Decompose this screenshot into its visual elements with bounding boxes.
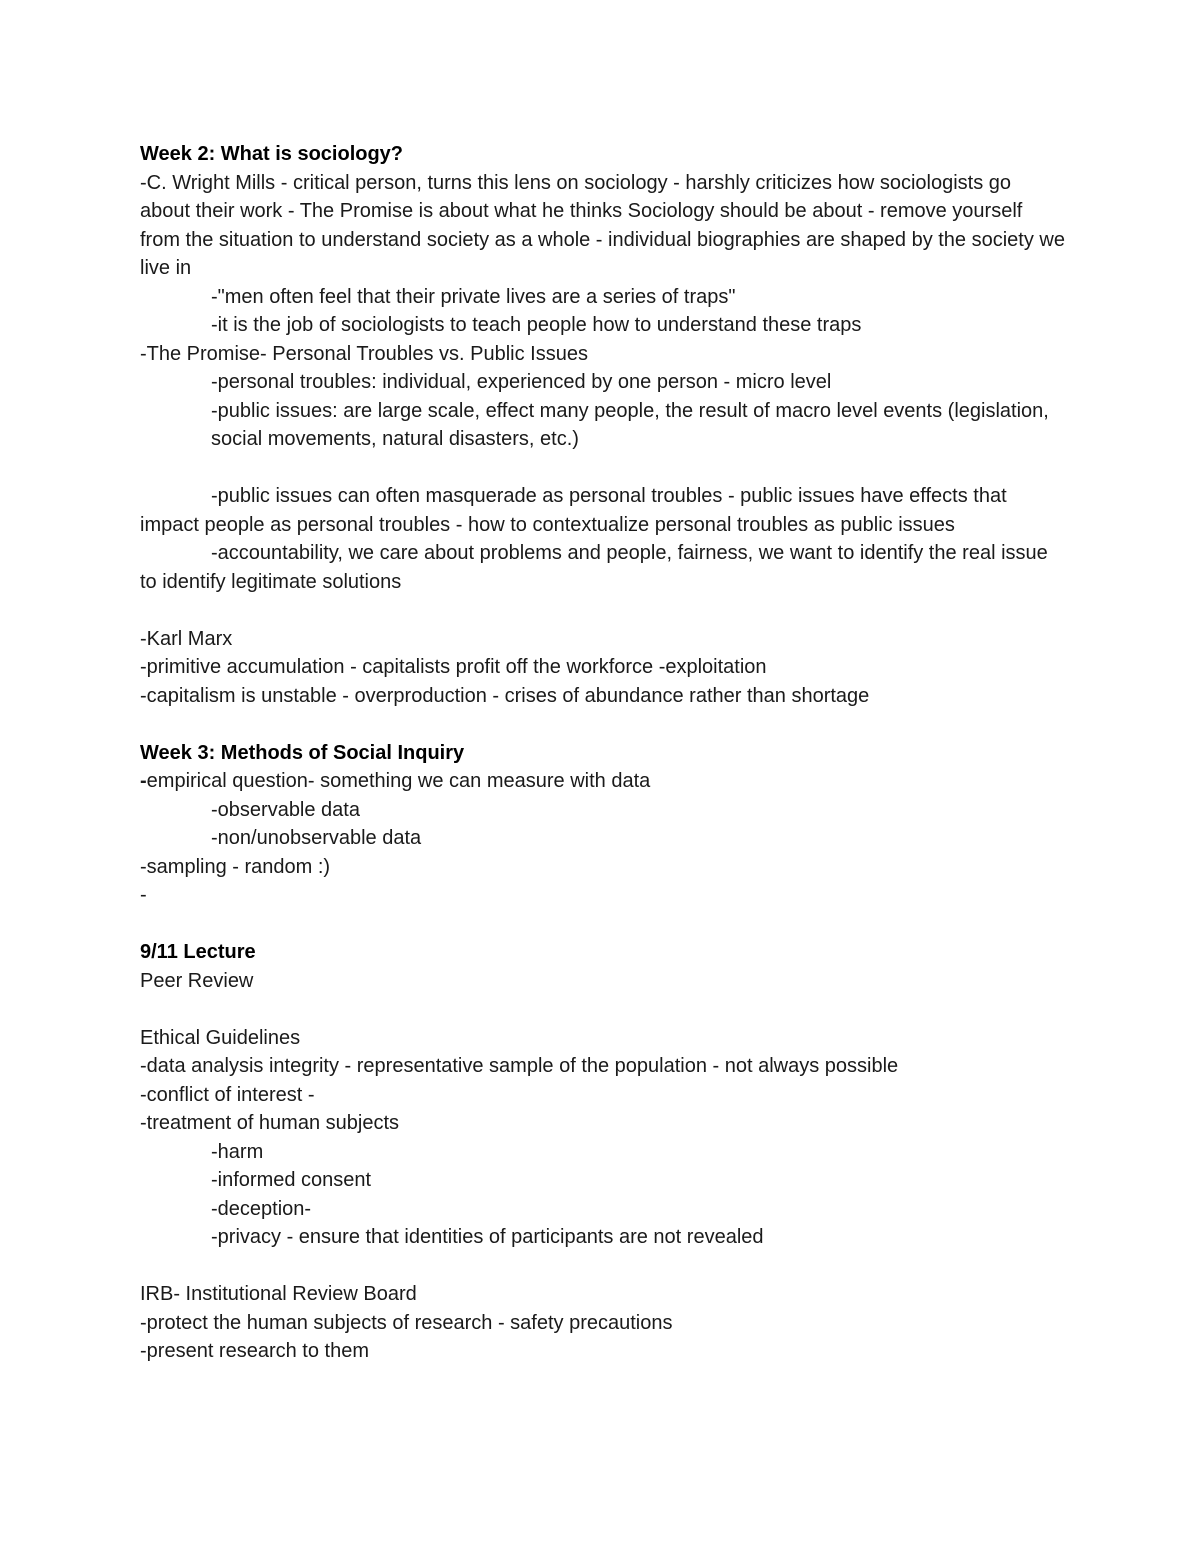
week2-masquerade-text: -public issues can often masquerade as personal troubles - public issues have effects that impact people as personal troubles - how to contextualize personal troubles as public issues: [140, 485, 1013, 536]
lecture-ethical: Ethical Guidelines: [140, 1026, 301, 1049]
lecture-privacy: -privacy - ensure that identities of participants are not revealed: [211, 1226, 764, 1248]
week2-job: -it is the job of sociologists to teach people how to understand these traps: [211, 314, 862, 336]
week3-dash: -: [140, 884, 147, 906]
spacer: [140, 454, 1065, 483]
week2-quote: -"men often feel that their private lives are a series of traps": [211, 285, 736, 308]
week2-masquerade: [140, 482, 1065, 539]
lecture-conflict: -conflict of interest -: [140, 1083, 315, 1106]
lecture-integrity: -data analysis integrity - representative sample of the population - not always possible: [140, 1055, 899, 1077]
spacer: [140, 995, 1065, 1024]
lecture-heading: 9/11 Lecture: [140, 941, 256, 963]
lecture-harm: -harm: [211, 1140, 264, 1163]
week2-unstable: -capitalism is unstable - overproduction - crises of abundance rather than shortage: [140, 684, 870, 707]
lecture-deception: -deception-: [211, 1197, 312, 1220]
week2-accountability-text: -accountability, we care about problems and people, fairness, we want to identify the real issue to identify legitimate solutions: [140, 542, 1054, 593]
week3-unobservable: -non/unobservable data: [211, 827, 422, 849]
spacer: [140, 1252, 1065, 1281]
week2-primitive: -primitive accumulation - capitalists profit off the workforce -exploitation: [140, 656, 767, 678]
week2-public-issues: -public issues: are large scale, effect many people, the result of macro level events (legislation, social movements, natural disasters, etc.): [211, 399, 1055, 450]
lecture-protect: -protect the human subjects of research - safety precautions: [140, 1311, 673, 1334]
lecture-present: -present research to them: [140, 1340, 369, 1362]
week3-observable: -observable data: [211, 798, 360, 821]
lecture-irb: IRB- Institutional Review Board: [140, 1283, 417, 1305]
week2-marx: -Karl Marx: [140, 627, 233, 650]
week3-empirical-text: empirical question- something we can measure with data: [146, 770, 651, 792]
lecture-treatment: -treatment of human subjects: [140, 1112, 400, 1134]
week2-heading: Week 2: What is sociology?: [140, 143, 404, 165]
document-page: [140, 140, 1071, 1366]
spacer: [140, 710, 1065, 739]
week3-heading: Week 3: Methods of Social Inquiry: [140, 741, 465, 764]
spacer: [140, 910, 1065, 939]
spacer: [140, 596, 1065, 625]
week3-sampling: -sampling - random :): [140, 855, 331, 878]
week2-intro: -C. Wright Mills - critical person, turns this lens on sociology - harshly criticizes how sociologists go about their work - The Promise is about what he thinks Sociology should be about - remove yourself from the situation to understand society as a whole - individual biographies are shaped by the society we live in: [140, 171, 1071, 279]
week2-personal-troubles: -personal troubles: individual, experienced by one person - micro level: [211, 371, 832, 393]
lecture-consent: -informed consent: [211, 1169, 372, 1191]
week3-empirical-dash: -: [140, 770, 147, 792]
week2-accountability: [140, 539, 1065, 596]
week3-empirical: [140, 767, 1065, 796]
lecture-peer-review: Peer Review: [140, 969, 254, 992]
week2-promise: -The Promise- Personal Troubles vs. Public Issues: [140, 342, 588, 365]
